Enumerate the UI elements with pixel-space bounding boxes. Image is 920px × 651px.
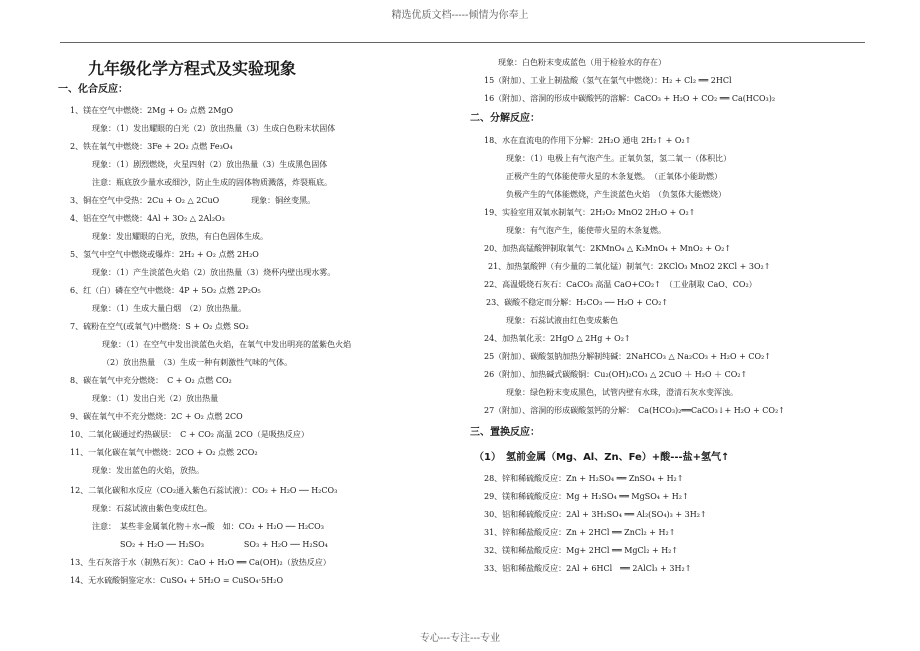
section-heading-displacement: 三、置换反应： xyxy=(470,427,540,438)
equation-line: 13、生石灰溶于水（制熟石灰）：CaO + H₂O ══ Ca(OH)₂（放热反应） xyxy=(70,558,331,567)
equation-line: 29、镁和稀硫酸反应：Mg + H₂SO₄ ══ MgSO₄ + H₂↑ xyxy=(484,492,689,501)
equation-line: 11、一氧化碳在氧气中燃烧：2CO + O₂ 点燃 2CO₂ xyxy=(70,448,258,457)
equation-line: 22、高温煅烧石灰石：CaCO₃ 高温 CaO+CO₂↑ （工业制取 CaO、CO₂） xyxy=(484,280,757,289)
equation-line: 32、镁和稀盐酸反应：Mg+ 2HCl ══ MgCl₂ + H₂↑ xyxy=(484,546,679,555)
phenomenon-line: 现象：绿色粉末变成黑色，试管内壁有水珠，澄清石灰水变浑浊。 xyxy=(506,388,738,397)
phenomenon-line: 现象：（1）发出白光（2）放出热量 xyxy=(92,394,219,403)
phenomenon-line: 现象：（1）剧烈燃烧，火星四射（2）放出热量（3）生成黑色固体 xyxy=(92,160,328,169)
equation-line: 23、碳酸不稳定而分解：H₂CO₃ ── H₂O + CO₂↑ xyxy=(486,298,669,307)
equation-line: 33、铝和稀盐酸反应：2Al + 6HCl ══ 2AlCl₃ + 3H₂↑ xyxy=(484,564,692,573)
phenomenon-line: 现象：（1）生成大量白烟 （2）放出热量。 xyxy=(92,304,247,313)
equation-line: 19、实验室用双氧水制氧气：2H₂O₂ MnO2 2H₂O + O₂↑ xyxy=(484,208,696,217)
equation-line: 26（附加）、加热碱式碳酸铜：Cu₂(OH)₂CO₃ △ 2CuO ＋ H₂O ＋ CO₂↑ xyxy=(484,370,748,379)
note-line: 注意：瓶底放少量水或细沙，防止生成的固体物质溅落，炸裂瓶底。 xyxy=(92,178,332,187)
subsection-heading: （1） 氢前金属（Mg、Al、Zn、Fe）+酸---盐+氢气↑ xyxy=(474,452,730,463)
phenomenon-line: 现象：（1）发出耀眼的白光（2）放出热量（3）生成白色粉末状固体 xyxy=(92,124,336,133)
equation-line: 4、铝在空气中燃烧：4Al + 3O₂ △ 2Al₂O₃ xyxy=(70,214,225,223)
phenomenon-line: 现象：（1）产生淡蓝色火焰（2）放出热量（3）烧杯内壁出现水雾。 xyxy=(92,268,336,277)
equation-line: 15（附加）、工业上制盐酸（氢气在氯气中燃烧）：H₂ + Cl₂ ══ 2HCl xyxy=(484,76,732,85)
equation-line: 3、铜在空气中受热：2Cu + O₂ △ 2CuO 现象：铜丝变黑。 xyxy=(70,196,316,205)
equation-line: 30、铝和稀硫酸反应：2Al + 3H₂SO₄ ══ Al₂(SO₄)₃ + 3H₂↑ xyxy=(484,510,707,519)
page-footer: 专心---专注---专业 xyxy=(419,633,501,644)
equation-line: 14、无水硫酸铜鉴定水：CuSO₄ + 5H₂O = CuSO₄·5H₂O xyxy=(70,576,284,585)
phenomenon-line: 现象：石蕊试液由紫色变成红色。 xyxy=(92,504,212,513)
equation-line: 21、加热氯酸钾（有少量的二氧化锰）制氧气：2KClO₃ MnO2 2KCl + 3O₂↑ xyxy=(488,262,771,271)
note-line: 注意： 某些非金属氧化物＋水→酸 如：CO₂ + H₂O ── H₂CO₃ xyxy=(92,522,324,531)
equation-line: 9、碳在氧气中不充分燃烧：2C + O₂ 点燃 2CO xyxy=(70,412,243,421)
equation-line: 5、氢气中空气中燃烧或爆炸：2H₂ + O₂ 点燃 2H₂O xyxy=(70,250,259,259)
section-heading-combination: 一、化合反应： xyxy=(58,84,128,95)
phenomenon-line: 现象：（1）电极上有气泡产生。正氧负氢，氢二氧一（体积比） xyxy=(506,154,732,163)
equation-line: 7、硫粉在空气(或氧气)中燃烧：S + O₂ 点燃 SO₂ xyxy=(70,322,249,331)
equation-line: 6、红（白）磷在空气中燃烧：4P + 5O₂ 点燃 2P₂O₅ xyxy=(70,286,261,295)
header-rule xyxy=(60,42,865,43)
equation-line: 10、二氧化碳通过灼热碳层： C + CO₂ 高温 2CO（是吸热反应） xyxy=(70,430,309,439)
equation-line: 1、镁在空气中燃烧：2Mg + O₂ 点燃 2MgO xyxy=(70,106,234,115)
equation-line: SO₂ + H₂O ── H₂SO₃ SO₃ + H₂O ── H₂SO₄ xyxy=(120,540,328,549)
phenomenon-line: 现象：白色粉末变成蓝色（用于检验水的存在） xyxy=(498,58,666,67)
phenomenon-line: 现象：石蕊试液由红色变成紫色 xyxy=(506,316,618,325)
phenomenon-line: 正极产生的气体能使带火星的木条复燃。 （正氧体小能助燃） xyxy=(506,172,722,181)
phenomenon-line: 现象：发出耀眼的白光，放热，有白色固体生成。 xyxy=(92,232,268,241)
equation-line: 12、二氧化碳和水反应（CO₂通入紫色石蕊试液）：CO₂ + H₂O ── H₂CO₃ xyxy=(70,486,338,495)
document-title: 九年级化学方程式及实验现象 xyxy=(88,59,297,78)
phenomenon-line: 负极产生的气体能燃烧，产生淡蓝色火焰 （负氢体大能燃烧） xyxy=(506,190,726,199)
equation-line: 20、加热高锰酸钾制取氧气：2KMnO₄ △ K₂MnO₄ + MnO₂ + O₂↑ xyxy=(484,244,732,253)
equation-line: 31、锌和稀盐酸反应：Zn + 2HCl ══ ZnCl₂ + H₂↑ xyxy=(484,528,676,537)
equation-line: 18、水在直流电的作用下分解：2H₂O 通电 2H₂↑ + O₂↑ xyxy=(484,136,692,145)
equation-line: 25（附加）、碳酸氢钠加热分解制纯碱：2NaHCO₃ △ Na₂CO₃ + H₂O + CO₂↑ xyxy=(484,352,771,361)
equation-line: 28、锌和稀硫酸反应：Zn + H₂SO₄ ══ ZnSO₄ + H₂↑ xyxy=(484,474,684,483)
equation-line: 2、铁在氧气中燃烧：3Fe + 2O₂ 点燃 Fe₃O₄ xyxy=(70,142,233,151)
phenomenon-line: 现象：发出蓝色的火焰，放热。 xyxy=(92,466,204,475)
equation-line: 27（附加）、溶洞的形成碳酸氢钙的分解： Ca(HCO₃)₂══CaCO₃↓+ H₂O + CO₂↑ xyxy=(484,406,785,415)
section-heading-decomposition: 二、分解反应： xyxy=(470,113,540,124)
equation-line: 16（附加）、溶洞的形成中碳酸钙的溶解：CaCO₃ + H₂O + CO₂ ══ Ca(HCO₃)₂ xyxy=(484,94,776,103)
equation-line: 24、加热氧化汞：2HgO △ 2Hg + O₂↑ xyxy=(484,334,631,343)
equation-line: 8、碳在氧气中充分燃烧： C + O₂ 点燃 CO₂ xyxy=(70,376,232,385)
phenomenon-line: （2）放出热量 （3）生成一种有刺激性气味的气体。 xyxy=(102,358,293,367)
phenomenon-line: 现象：有气泡产生，能使带火星的木条复燃。 xyxy=(506,226,666,235)
phenomenon-line: 现象：（1）在空气中发出淡蓝色火焰，在氧气中发出明亮的蓝紫色火焰 xyxy=(102,340,352,349)
page-header: 精选优质文档-----倾情为你奉上 xyxy=(391,10,529,21)
